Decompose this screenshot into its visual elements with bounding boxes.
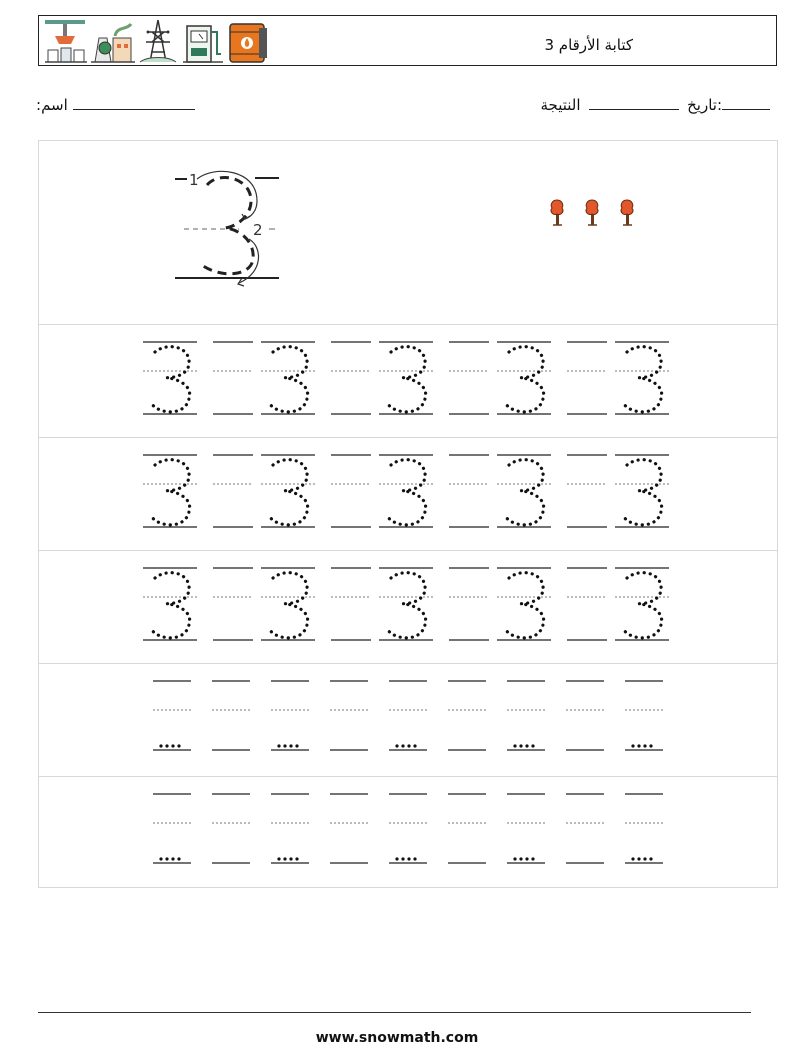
tree-icon <box>551 200 563 225</box>
dotted-digit-3 <box>507 573 544 638</box>
dotted-digit-3 <box>389 460 426 525</box>
blank-row-2[interactable] <box>39 777 777 889</box>
blank-row-2-svg <box>39 777 777 889</box>
footer-url[interactable]: www.snowmath.com <box>315 1030 479 1046</box>
blank-row-1[interactable] <box>39 664 777 777</box>
dotted-digit-3 <box>389 347 426 412</box>
worksheet-title: كتابة الأرقام 3 <box>544 36 633 54</box>
stroke-label-1: 1 <box>189 171 199 189</box>
dotted-digit-3 <box>271 347 308 412</box>
dotted-digit-3 <box>625 573 662 638</box>
example-trees <box>551 200 633 225</box>
example-digit-3 <box>199 177 253 273</box>
score-label: النتيجة <box>540 96 581 114</box>
tree-icon <box>586 200 598 225</box>
dotted-digit-3 <box>153 460 190 525</box>
name-label: :اسم <box>36 96 68 114</box>
name-blank[interactable] <box>73 95 195 110</box>
dotted-digit-3 <box>625 347 662 412</box>
footer-divider <box>38 1012 751 1013</box>
date-score-line <box>540 95 770 114</box>
stroke-label-2: 2 <box>253 221 263 239</box>
factory-icon <box>45 20 87 62</box>
trace-row-3 <box>39 551 777 664</box>
dotted-digit-3 <box>507 347 544 412</box>
date-blank[interactable] <box>722 95 770 110</box>
practice-grid <box>38 140 778 888</box>
tree-icon <box>621 200 633 225</box>
transmission-tower-icon <box>140 20 176 62</box>
power-plant-icon <box>91 24 135 62</box>
dotted-digit-3 <box>271 460 308 525</box>
dotted-digit-3 <box>507 460 544 525</box>
name-line <box>36 95 195 114</box>
oil-barrel-icon <box>230 24 267 62</box>
example-stroke-guide <box>39 141 777 325</box>
date-label: :تاريخ <box>687 96 722 114</box>
blank-row-1-svg <box>39 664 777 777</box>
trace-row-1-svg <box>39 325 777 438</box>
example-row <box>39 141 777 325</box>
trace-row-2-svg <box>39 438 777 551</box>
score-blank[interactable] <box>589 95 679 110</box>
dotted-digit-3 <box>153 347 190 412</box>
dotted-digit-3 <box>153 573 190 638</box>
trace-row-2 <box>39 438 777 551</box>
dotted-digit-3 <box>625 460 662 525</box>
header-icons <box>43 18 273 64</box>
trace-row-3-svg <box>39 551 777 664</box>
dotted-digit-3 <box>271 573 308 638</box>
fuel-pump-icon <box>183 26 223 62</box>
dotted-digit-3 <box>389 573 426 638</box>
stroke-arrow-2 <box>239 239 258 283</box>
trace-row-1 <box>39 325 777 438</box>
header-box <box>38 15 777 66</box>
